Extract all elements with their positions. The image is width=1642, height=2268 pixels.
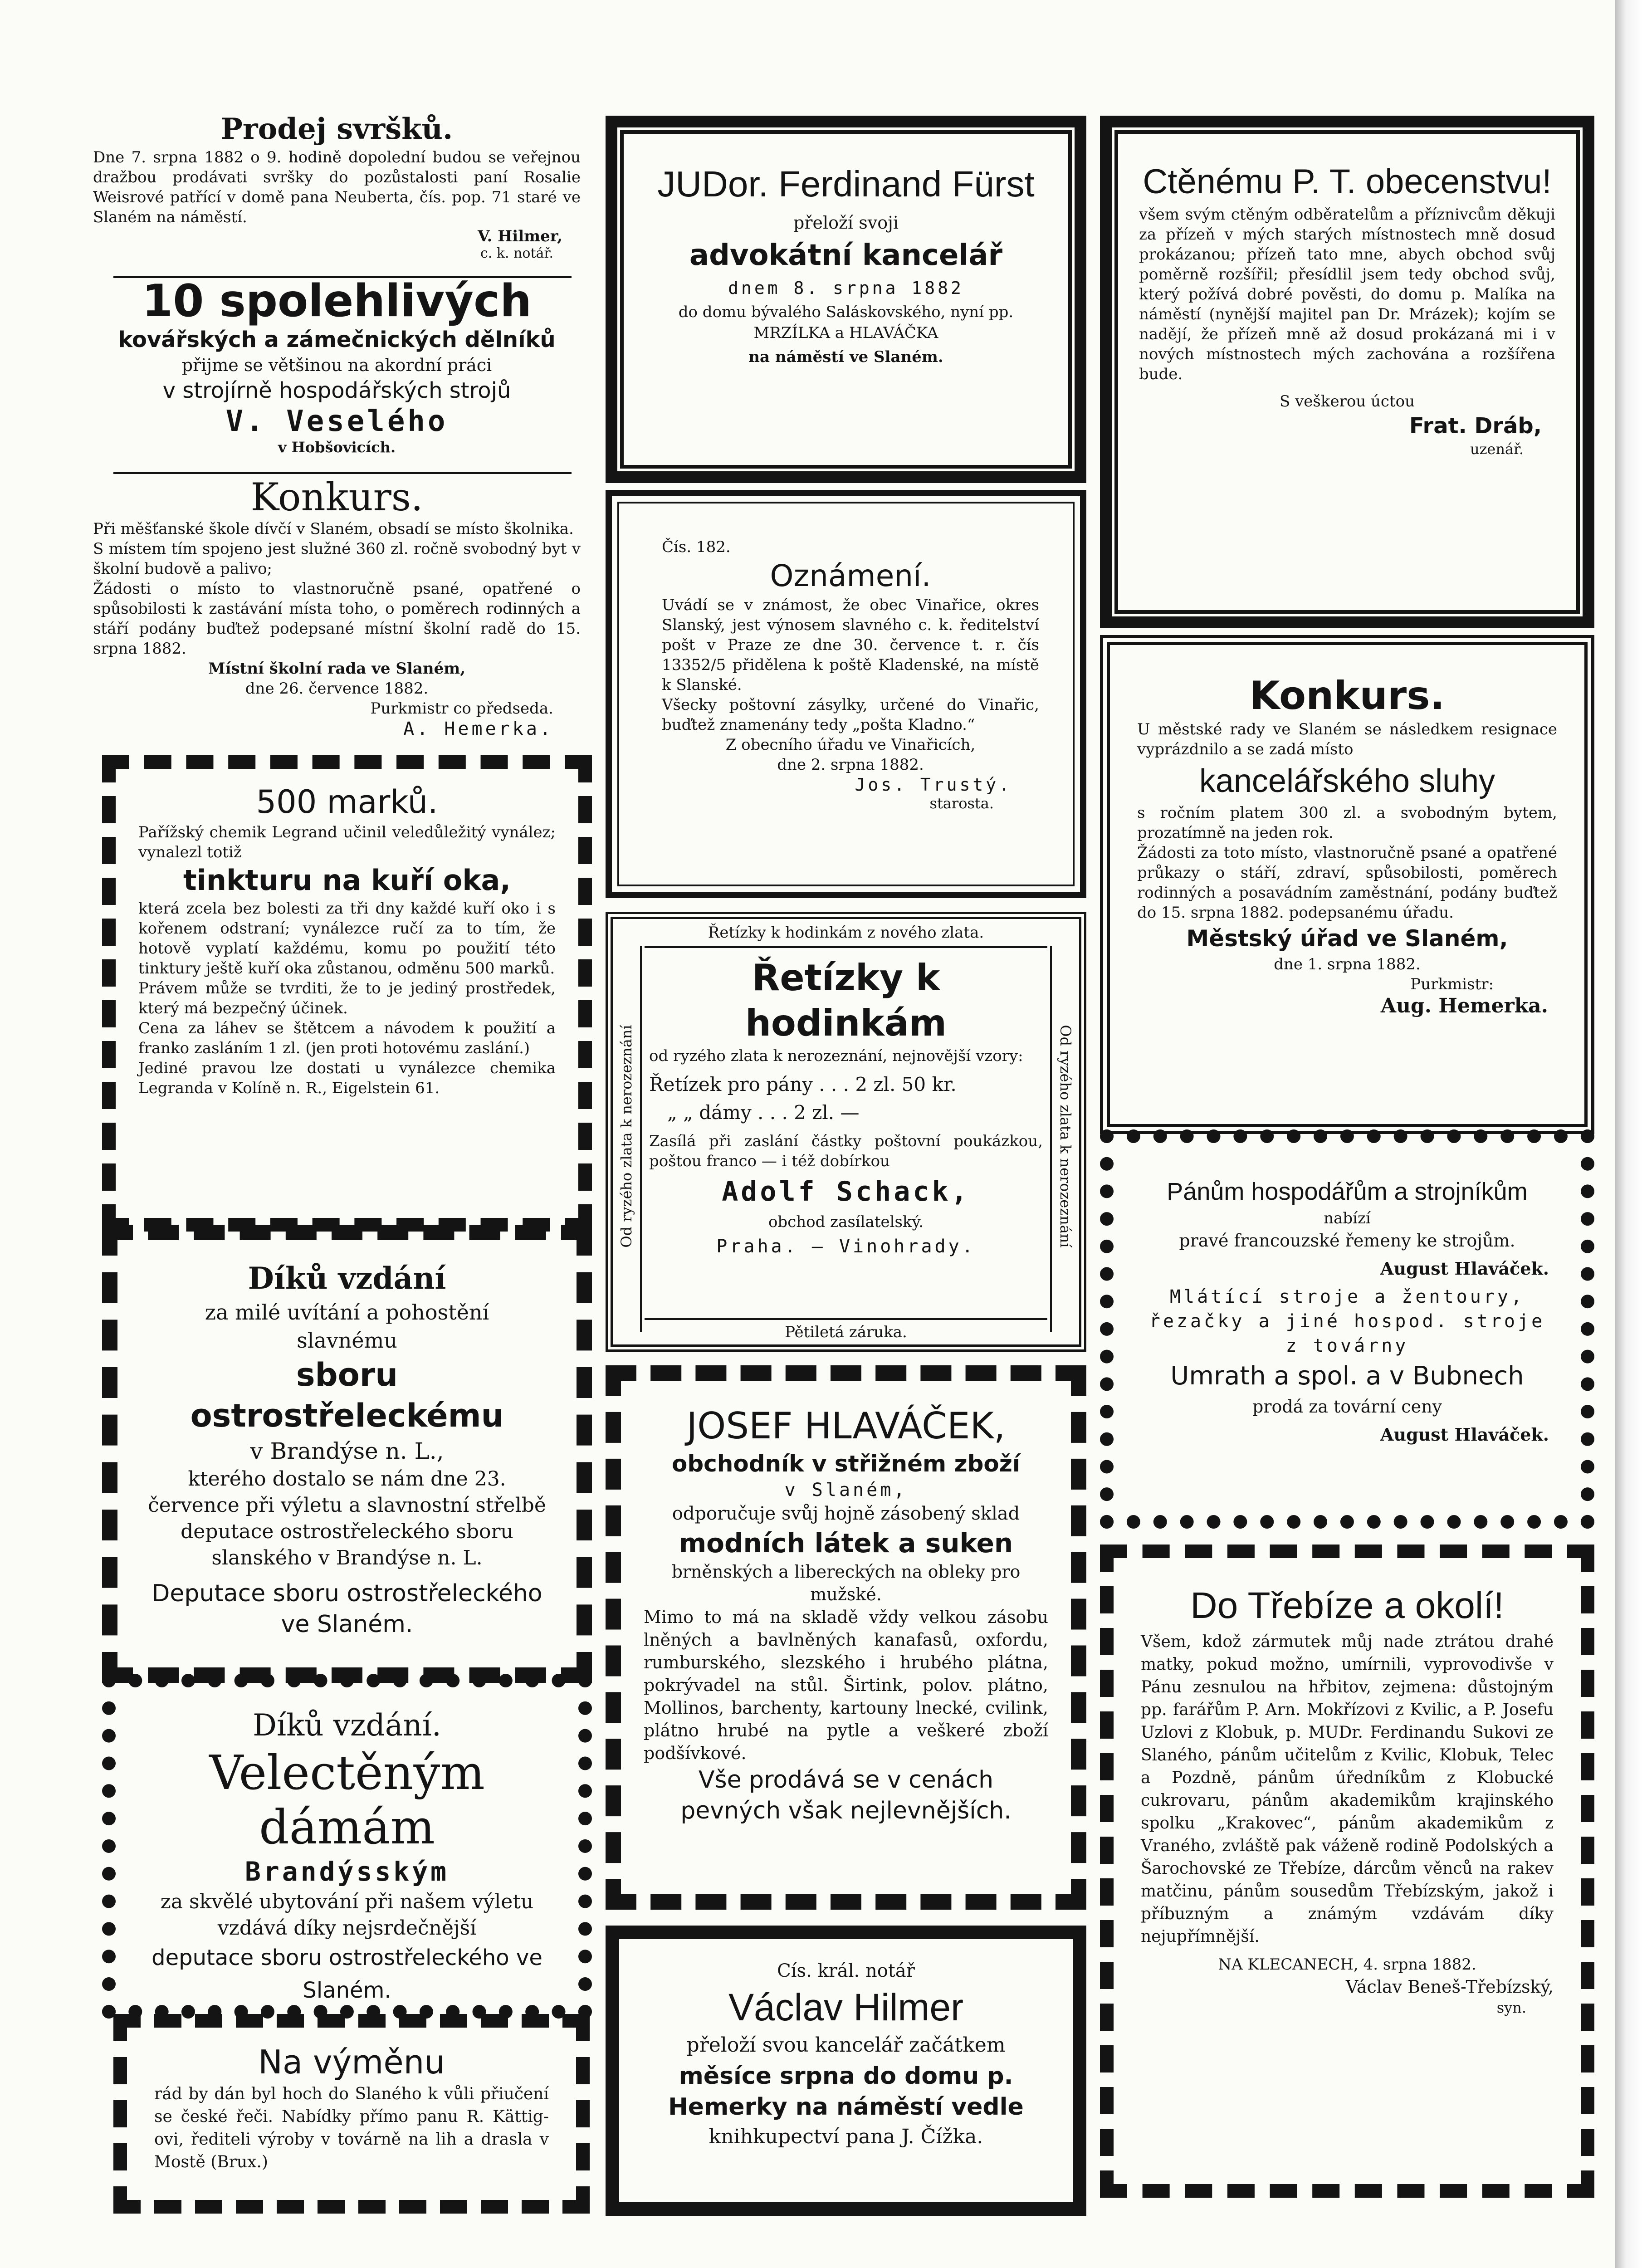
ad-paragraph: Všem, kdož zármutek můj nade ztrátou drahé matky, pokud možno, umírnili, vyprovodivše v Pánu zesnulou na hřbitov, zejmena: důstojným pp. farářům P. Arn. Mokřízovi z Kvilic, a P. Josefu Uzlovi z Klobuk, p. MUDr. Ferdinandu Sukovi ze Slaného, pánům učitelům z Kvilic, Klobuk, Telec a Pozdně, pánům úředníkům z Klobucké cukrovaru, pánům akademikům krajinského spolku „Krakovec“, pánům akademikům z Vraného, zvláště pak váženě rodině Podolských a Šarochovské ze Třebíze, dárcům věnců na rakev matčinu, pánům sousedům Třebízským, jakož i příbuzným a známým vzdávám díky nejupřímnější. bbox=[1141, 1633, 1554, 1946]
ad-line: kterého dostalo se nám dne 23. července při výletu a slavnostní střelbě deputace ostrostřeleckého sboru slanského v Brandýse n. L. bbox=[148, 1467, 546, 1569]
ad-sign-title: c. k. notář. bbox=[480, 245, 553, 261]
scan-edge bbox=[1615, 0, 1642, 2268]
ad-line: Městský úřad ve Slaném, bbox=[1186, 925, 1508, 952]
ad-line: knihkupectví pana J. Čížka. bbox=[709, 2125, 983, 2148]
ad-sign-title: syn. bbox=[1496, 1999, 1526, 2016]
ad-title: Díků vzdání bbox=[248, 1261, 446, 1296]
ad-line: přijme se většinou na akordní práci bbox=[181, 355, 492, 375]
ad-title: Oznámení. bbox=[770, 558, 931, 593]
ad-sign: August Hlaváček. bbox=[1380, 1424, 1549, 1445]
side-strip-right bbox=[1050, 946, 1079, 1332]
ad-paragraph: S místem tím spojeno jest služné 360 zl. ročně svobodný byt v školní budově a palivo; bbox=[93, 540, 581, 578]
ad-line: Mlátící stroje a žentoury, řezačky a jiné hospod. stroje z továrny bbox=[1149, 1286, 1545, 1356]
ad-diku-vzdani-sboru bbox=[102, 1225, 592, 1683]
ad-line: prodá za tovární ceny bbox=[1252, 1397, 1442, 1417]
ad-title: Konkurs. bbox=[250, 475, 423, 519]
ad-title: Díků vzdání. bbox=[253, 1708, 441, 1743]
ad-paragraph: Pařížský chemik Legrand učinil veledůležitý vynález; vynalezl totiž bbox=[138, 823, 556, 861]
ad-line: Purkmistr: bbox=[1410, 975, 1494, 993]
ad-line: obchodník v střižném zboží bbox=[672, 1451, 1020, 1477]
ad-hilmer bbox=[606, 1926, 1086, 2216]
ad-title: 500 marků. bbox=[256, 783, 438, 821]
ad-oznameni bbox=[606, 490, 1086, 898]
ad-paragraph: Žádosti za toto místo, vlastnoručně psané a opatřené průkazy o stáří, zdraví, spůsobilosti, poměrech rodinných a posavádním zaměstnání, podány buďtež do 15. srpna 1882. podepsanému úřadu. bbox=[1137, 844, 1557, 922]
ad-line: přeloží svou kancelář začátkem bbox=[686, 2033, 1006, 2057]
ad-name: V. Veselého bbox=[225, 405, 448, 438]
ad-line: přeloží svoji bbox=[793, 213, 899, 233]
ad-line: brněnských a libereckých na obleky pro mužské. bbox=[671, 1562, 1021, 1604]
ad-title: Prodej svršků. bbox=[220, 112, 453, 146]
ad-big: advokátní kancelář bbox=[689, 239, 1003, 272]
ad-paragraph: Mimo to má na skladě vždy velkou zásobu lněných a bavlněných kanafasů, oxfordu, rumburského, slezského i hrubého plátna, pokrývadel na stůl. Širtink, polov. plátno, Mollinos, barchenty, kartouny lnecké, cvilink, plátno hrubé na pytle a veškeré zboží podšívkové. bbox=[644, 1607, 1048, 1763]
ad-paragraph: Žádosti o místo to vlastnoručně psané, opatřené o spůsobilosti k zastávání místa toho, o poměrech rodinných a stáří podány buďtež podepsané místní školní radě do 15. srpna 1882. bbox=[93, 580, 581, 658]
ad-paragraph: Všecky poštovní zásylky, určené do Vinařic, buďtež znamenány tedy „pošta Kladno.“ bbox=[662, 696, 1039, 734]
ad-line: pravé francouzské řemeny ke strojům. bbox=[1179, 1231, 1515, 1251]
ad-hlavacek bbox=[606, 1365, 1086, 1910]
ad-number: Čís. 182. bbox=[662, 538, 731, 556]
ad-paragraph: Při měšťanské škole dívčí v Slaném, obsadí se místo školnika. bbox=[93, 520, 574, 538]
ad-line: od ryzého zlata k nerozeznání, nejnovější vzory: bbox=[649, 1047, 1023, 1065]
ad-title: Do Třebíze a okolí! bbox=[1190, 1585, 1504, 1626]
ad-line: nabízí bbox=[1324, 1209, 1371, 1227]
side-strip-left bbox=[613, 946, 642, 1332]
ad-retizky bbox=[606, 912, 1086, 1352]
ad-title: Konkurs. bbox=[1249, 673, 1445, 719]
ad-line: uzenář. bbox=[1470, 440, 1524, 458]
retizky-content bbox=[649, 955, 1043, 1261]
ad-place: Praha. — Vinohrady. bbox=[716, 1236, 976, 1257]
ad-delnici bbox=[93, 277, 581, 472]
ad-sign: Aug. Hemerka. bbox=[1380, 994, 1548, 1017]
ad-paragraph: Právem může se tvrditi, že to je jediný prostředek, který má bezpečný účinek. bbox=[138, 979, 556, 1017]
ad-title: Na výměnu bbox=[258, 2043, 445, 2081]
ad-sign: V. Hilmer, bbox=[478, 227, 562, 245]
ad-paragraph: Purkmistr co předseda. bbox=[370, 699, 553, 718]
ad-line: za milé uvítání a pohostění bbox=[205, 1300, 489, 1325]
ad-top-strip: Řetízky k hodinkám z nového zlata. bbox=[645, 919, 1047, 948]
ad-big: Brandýsským bbox=[244, 1856, 450, 1887]
ad-line: obchod zasílatelský. bbox=[768, 1213, 924, 1231]
ad-big: sboru ostrostřeleckému bbox=[190, 1356, 504, 1434]
side-text: Od ryzého zlata k nerozeznání bbox=[1057, 1025, 1074, 1248]
ad-panum-hospodarum bbox=[1100, 1129, 1594, 1529]
ad-paragraph: Cena za láhev se štětcem a návodem k použití a franko zasláním 1 zl. (jen proti hotovému zaslání.) bbox=[138, 1019, 556, 1057]
ad-line: kovářských a zámečnických dělníků bbox=[118, 327, 556, 352]
ad-title: JOSEF HLAVÁČEK, bbox=[686, 1405, 1006, 1447]
ad-do-trebize bbox=[1100, 1545, 1594, 2198]
ad-line: odporučuje svůj hojně zásobený sklad bbox=[672, 1503, 1020, 1524]
ad-paragraph: dne 26. července 1882. bbox=[245, 679, 429, 698]
ad-name: Frat. Dráb, bbox=[1409, 413, 1542, 439]
ad-line: S veškerou úctou bbox=[1280, 392, 1415, 411]
ad-ctenemu bbox=[1100, 116, 1594, 628]
ad-paragraph: která zcela bez bolesti za tři dny každé kuří oko i s kořenem odstraní; vynálezce ručí za to tím, že hotově vyplatí každému, komu po použití této tinktury ještě kuří oka zůstanou, odměnu 500 marků. bbox=[138, 899, 556, 978]
ad-title: Ctěnému P. T. obecenstvu! bbox=[1143, 162, 1552, 201]
ad-line: Zasílá při zaslání částky poštovní poukázkou, poštou franco — i též dobírkou bbox=[649, 1132, 1043, 1170]
ad-line: do domu bývalého Saláskovského, nyní pp. MRZÍLKA a HLAVÁČKA bbox=[678, 303, 1014, 342]
ad-bottom-strip: Pětiletá záruka. bbox=[645, 1318, 1047, 1344]
ad-line: v strojírně hospodářských strojů bbox=[162, 378, 511, 403]
ad-title: Pánům hospodářům a strojníkům bbox=[1167, 1178, 1528, 1205]
ad-na-vymenu bbox=[113, 2014, 590, 2214]
ad-sign: Václav Beneš-Třebízský, bbox=[1345, 1977, 1554, 1997]
ad-konkurs-skola bbox=[93, 475, 581, 748]
ad-furst bbox=[606, 116, 1086, 483]
ad-line: Deputace sboru ostrostřeleckého bbox=[151, 1580, 542, 1607]
ad-line: dnem 8. srpna 1882 bbox=[728, 278, 964, 298]
ad-paragraph: Uvádí se v známost, že obec Vinařice, okres Slanský, jest výnosem slavného c. k. ředitelství pošt v Praze ze dne 30. července t. r. čís 13352/5 přidělena k poště Kladenské, na místě k Slanské. bbox=[662, 596, 1039, 694]
ad-body: rád by dán byl hoch do Slaného k vůli přiučení se české řeči. Nabídky přímo panu R. Kättig-ovi, řediteli výroby v továrně na lih a drasla v Mostě (Brux.) bbox=[154, 2085, 549, 2171]
ad-line: na náměstí ve Slaném. bbox=[748, 348, 943, 366]
ad-title: Řetízky k hodinkám bbox=[745, 957, 947, 1044]
side-text: Od ryzého zlata k nerozeznání bbox=[618, 1025, 635, 1248]
ad-sign: A. Hemerka. bbox=[403, 719, 553, 739]
ad-prodej-svrsku bbox=[93, 111, 581, 274]
ad-line: deputace sboru ostrostřeleckého ve Slaném. bbox=[151, 1945, 542, 2003]
ad-big: Václav Hilmer bbox=[728, 1986, 964, 2028]
ad-line: slavnému bbox=[297, 1328, 397, 1353]
ad-line: Vše prodává se v cenách bbox=[698, 1766, 994, 1794]
ad-paragraph: Místní školní rada ve Slaném, bbox=[208, 660, 466, 678]
ad-paragraph: Z obecního úřadu ve Vinařicích, bbox=[725, 736, 976, 754]
ad-big: Umrath a spol. a v Bubnech bbox=[1170, 1361, 1524, 1391]
ad-line: ve Slaném. bbox=[281, 1611, 413, 1638]
ad-big: kancelářského sluhy bbox=[1199, 763, 1495, 799]
divider bbox=[113, 472, 572, 474]
ad-big: tinkturu na kuří oka, bbox=[183, 864, 511, 897]
ad-paragraph: všem svým ctěným odběratelům a příznivcům děkuji za přízeň v mých starých místnostech mně dosud prokázanou; přízeň tato mne, abych obchod svůj poměrně rozšířil; přesídlil jsem tedy obchod svůj, který požívá dobré pověsti, do domu p. Malíka na náměstí (nynější majitel pan Dr. Mrázek); kojím se nadějí, že přízeň mně až dosud prokázaná mi i v nových místnostech mých zachována a rozšířena bude. bbox=[1139, 205, 1555, 383]
ad-line: v Slaném, bbox=[784, 1480, 908, 1501]
ad-line: dne 1. srpna 1882. bbox=[1274, 955, 1421, 973]
ad-line: pevných však nejlevnějších. bbox=[680, 1797, 1012, 1824]
ad-sign-title: starosta. bbox=[929, 795, 994, 812]
ad-konkurs-mesto bbox=[1100, 635, 1594, 1134]
ad-line: v Brandýse n. L., bbox=[250, 1438, 444, 1464]
ad-place: v Hobšovicích. bbox=[278, 439, 396, 456]
ad-big: modních látek a suken bbox=[679, 1528, 1013, 1559]
price-row: „ „ dámy . . . 2 zl. — bbox=[667, 1101, 860, 1124]
ad-line: Cís. král. notář bbox=[777, 1960, 915, 1981]
ad-paragraph: s ročním platem 300 zl. a svobodným bytem, prozatímně na jeden rok. bbox=[1137, 804, 1557, 842]
ad-body: Dne 7. srpna 1882 o 9. hodině dopolední budou se veřejnou dražbou prodávati svršky do pozůstalosti paní Rosalie Weisrové patřící v domě pana Neuberta, čís. pop. 71 staré ve Slaném na náměstí. bbox=[93, 148, 581, 226]
ad-title: 10 spolehlivých bbox=[142, 275, 532, 327]
ad-title: JUDor. Ferdinand Fürst bbox=[657, 164, 1035, 204]
ad-500-marku bbox=[102, 755, 592, 1232]
ad-line: NA KLECANECH, 4. srpna 1882. bbox=[1218, 1955, 1476, 1974]
ad-paragraph: Jediné pravou lze dostati u vynálezce chemika Legranda v Kolíně n. R., Eigelstein 61. bbox=[138, 1059, 556, 1097]
ad-line: měsíce srpna do domu p. bbox=[679, 2063, 1013, 2090]
ad-sign: Jos. Trustý. bbox=[855, 775, 1012, 795]
ad-diku-vzdani-damam bbox=[102, 1674, 592, 2019]
ad-line: za skvělé ubytování při našem výletu vzdává díky nejsrdečnější bbox=[160, 1890, 534, 1940]
ad-name: Adolf Schack, bbox=[722, 1176, 970, 1207]
ad-big: Velectěným dámám bbox=[209, 1745, 485, 1855]
ad-line: Hemerky na náměstí vedle bbox=[668, 2093, 1024, 2121]
ad-sign: August Hlaváček. bbox=[1380, 1258, 1549, 1279]
ad-paragraph: U městské rady ve Slaném se následkem resignace vyprázdnilo a se zadá místo bbox=[1137, 720, 1557, 758]
price-row: Řetízek pro pány . . . 2 zl. 50 kr. bbox=[649, 1073, 957, 1095]
ad-paragraph: dne 2. srpna 1882. bbox=[777, 756, 924, 774]
